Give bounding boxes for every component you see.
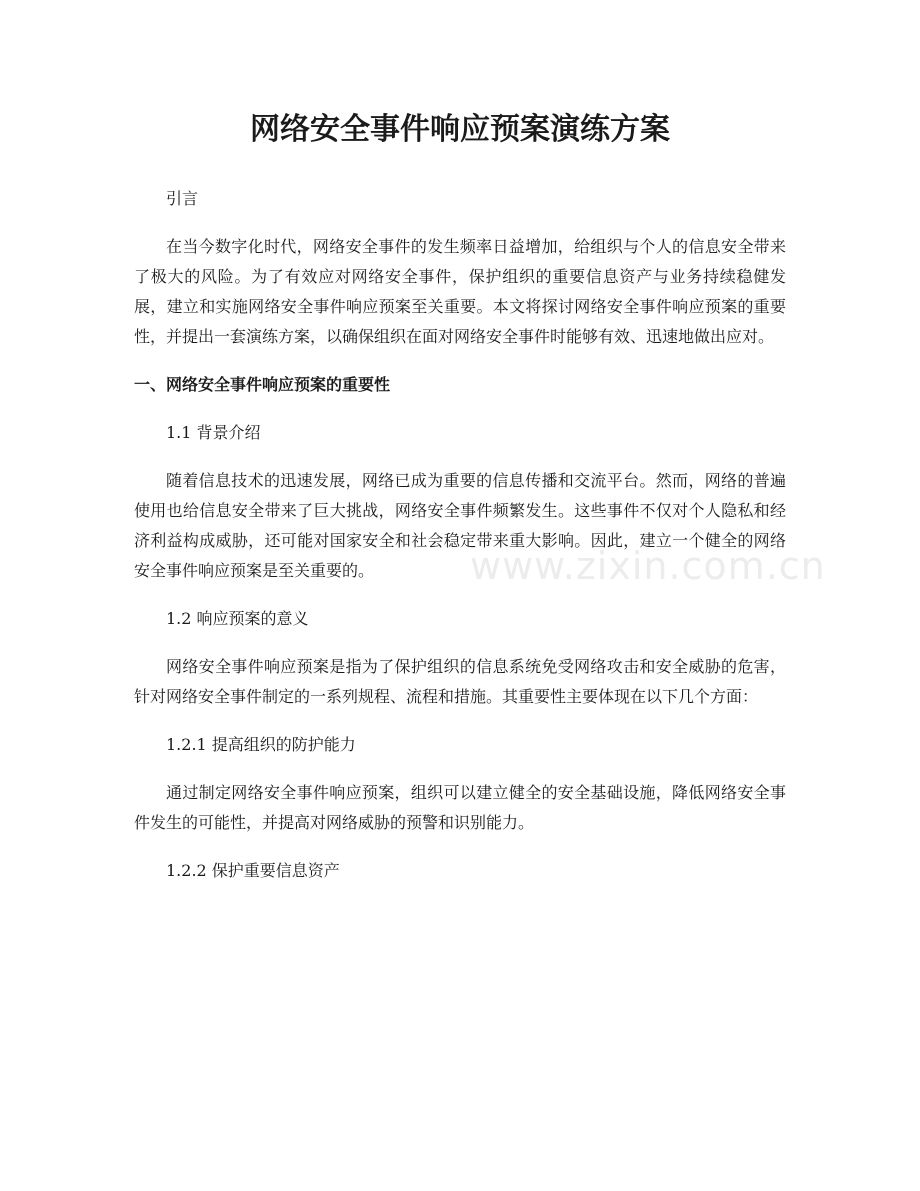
paragraph-background: 随着信息技术的迅速发展，网络已成为重要的信息传播和交流平台。然而，网络的普遍使用也给信息安全带来了巨大挑战，网络安全事件频繁发生。这些事件不仅对个人隐私和经济利益构成威胁，还可能对国家安全和社会稳定带来重大影响。因此，建立一个健全的网络安全事件响应预案是至关重要的。 bbox=[134, 471, 786, 580]
subsection-heading-1-2: 1.2 响应预案的意义 bbox=[166, 609, 309, 628]
paragraph-protection: 通过制定网络安全事件响应预案，组织可以建立健全的安全基础设施，降低网络安全事件发生的可能性，并提高对网络威胁的预警和识别能力。 bbox=[134, 783, 786, 832]
watermark: www.zixin.com.cn bbox=[470, 544, 826, 588]
subsection-heading-1-2-2: 1.2.2 保护重要信息资产 bbox=[166, 861, 340, 880]
subsection-heading-1-2-1: 1.2.1 提高组织的防护能力 bbox=[166, 735, 356, 754]
document-title: 网络安全事件响应预案演练方案 bbox=[250, 112, 670, 147]
paragraph-intro: 在当今数字化时代，网络安全事件的发生频率日益增加，给组织与个人的信息安全带来了极大的风险。为了有效应对网络安全事件，保护组织的重要信息资产与业务持续稳健发展，建立和实施网络安全事件响应预案至关重要。本文将探讨网络安全事件响应预案的重要性，并提出一套演练方案，以确保组织在面对网络安全事件时能够有效、迅速地做出应对。 bbox=[134, 237, 786, 346]
section-heading-1: 一、网络安全事件响应预案的重要性 bbox=[134, 375, 391, 394]
section-heading-intro: 引言 bbox=[166, 189, 199, 208]
paragraph-significance: 网络安全事件响应预案是指为了保护组织的信息系统免受网络攻击和安全威胁的危害，针对网络安全事件制定的一系列规程、流程和措施。其重要性主要体现在以下几个方面： bbox=[134, 657, 786, 706]
subsection-heading-1-1: 1.1 背景介绍 bbox=[166, 423, 261, 442]
document-body bbox=[134, 184, 786, 904]
